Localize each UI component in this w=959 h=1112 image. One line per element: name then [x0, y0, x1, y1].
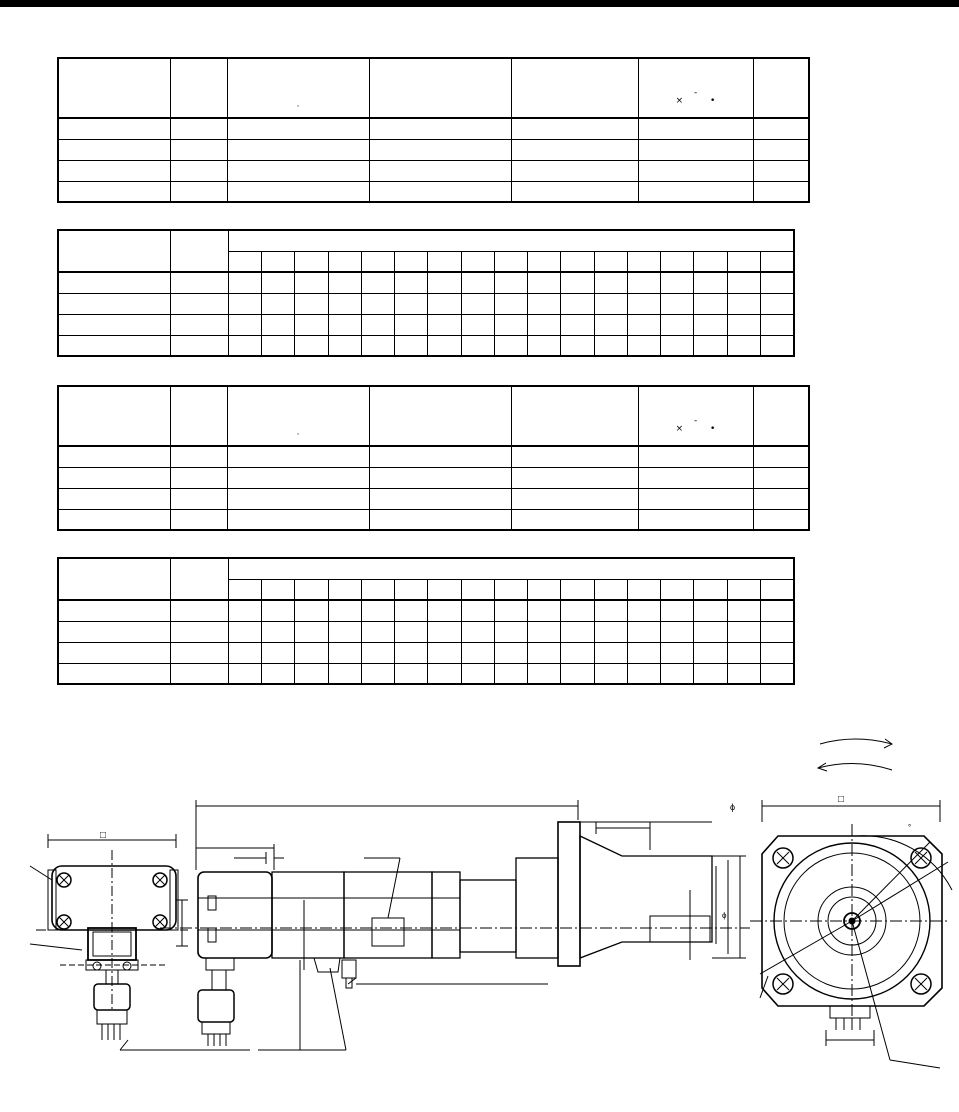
header-cell [753, 386, 809, 446]
dot-glyph: · [296, 101, 300, 112]
side-view [160, 800, 750, 1050]
times-glyph: × [675, 423, 684, 434]
header-cell [511, 386, 638, 446]
rotation-arrows [818, 739, 892, 771]
table-row [58, 118, 809, 139]
header-cell [227, 58, 369, 118]
end-view [30, 830, 250, 1050]
table-row [58, 642, 794, 663]
header-group-cell [228, 230, 794, 251]
header-cell [638, 58, 753, 118]
table-row [58, 663, 794, 684]
header-group-cell [228, 558, 794, 579]
bullet-glyph: • [710, 95, 716, 106]
phi-flange-symbol: ϕ [730, 802, 736, 812]
table-row [58, 446, 809, 467]
table-row [58, 335, 794, 356]
header-cell [369, 58, 511, 118]
table-row [58, 600, 794, 621]
top-rule [0, 0, 959, 7]
spec-table-1 [57, 57, 810, 203]
times-glyph: × [675, 95, 684, 106]
header-cell [511, 58, 638, 118]
table-row [58, 272, 794, 293]
table-row [58, 181, 809, 202]
header-cell [638, 386, 753, 446]
header-cell [170, 58, 227, 118]
bullet-glyph: • [710, 423, 716, 434]
square-symbol-right: □ [838, 794, 845, 805]
technical-drawing [0, 720, 959, 1112]
table-row [58, 293, 794, 314]
dash-glyph: - [693, 87, 698, 98]
header-cell [171, 558, 228, 600]
table-row [58, 160, 809, 181]
header-cell [58, 386, 170, 446]
header-cell [171, 230, 228, 272]
flange-view [730, 794, 952, 1068]
spec-table-2 [57, 229, 795, 357]
header-cell [753, 58, 809, 118]
spec-table-4 [57, 557, 795, 685]
table-row [58, 509, 809, 530]
square-symbol: □ [100, 830, 107, 841]
table-row [58, 621, 794, 642]
header-cell [58, 230, 171, 272]
header-cell [58, 558, 171, 600]
degree-symbol: ° [908, 823, 912, 832]
table-row [58, 467, 809, 488]
phi-shaft-symbol: ϕ [722, 911, 727, 920]
dot-glyph: · [296, 429, 300, 440]
table-row [58, 139, 809, 160]
dash-glyph: - [693, 415, 698, 426]
header-cell [58, 58, 170, 118]
header-cell [369, 386, 511, 446]
header-cell [170, 386, 227, 446]
table-row [58, 314, 794, 335]
spec-table-3 [57, 385, 810, 531]
table-row [58, 488, 809, 509]
header-cell [227, 386, 369, 446]
